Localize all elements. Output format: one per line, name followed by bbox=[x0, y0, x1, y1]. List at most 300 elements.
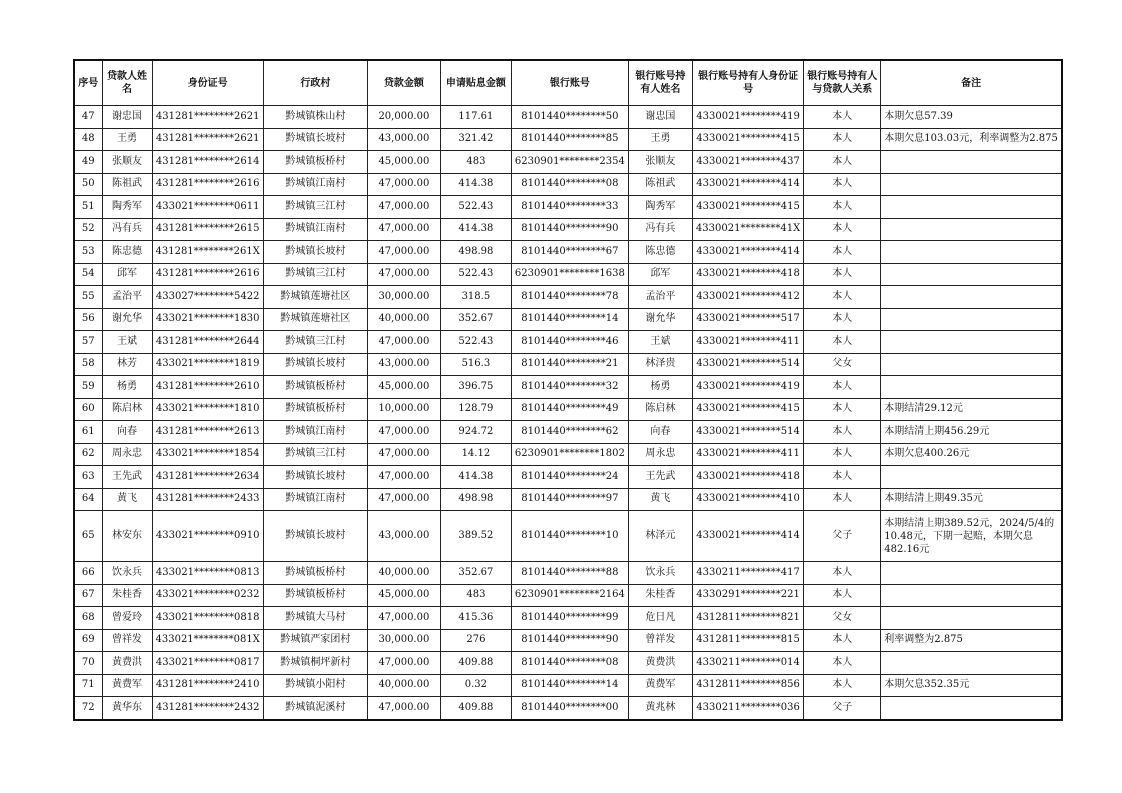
cell-id-number: 431281********2432 bbox=[152, 697, 263, 720]
cell-borrower-name: 孟治平 bbox=[102, 286, 152, 309]
cell-bank-account: 8101440********08 bbox=[511, 173, 628, 196]
cell-borrower-name: 周永忠 bbox=[102, 443, 152, 466]
cell-id-number: 431281********2410 bbox=[152, 674, 263, 697]
header-remarks: 备注 bbox=[881, 60, 1062, 106]
cell-loan-amount: 43,000.00 bbox=[367, 353, 440, 376]
cell-seq: 70 bbox=[74, 652, 102, 675]
cell-bank-account: 8101440********88 bbox=[511, 562, 628, 585]
cell-relationship: 本人 bbox=[804, 443, 881, 466]
cell-loan-amount: 47,000.00 bbox=[367, 173, 440, 196]
cell-borrower-name: 曾祥发 bbox=[102, 629, 152, 652]
cell-holder-id: 4330021********411 bbox=[692, 443, 803, 466]
table-row bbox=[74, 173, 1062, 196]
cell-bank-account: 8101440********00 bbox=[511, 697, 628, 720]
cell-loan-amount: 45,000.00 bbox=[367, 584, 440, 607]
cell-remarks bbox=[881, 218, 1062, 241]
cell-relationship: 本人 bbox=[804, 106, 881, 129]
cell-holder-id: 4330021********418 bbox=[692, 466, 803, 489]
cell-id-number: 433021********0818 bbox=[152, 607, 263, 630]
cell-bank-account: 8101440********10 bbox=[511, 511, 628, 562]
cell-holder-id: 4330021********411 bbox=[692, 331, 803, 354]
cell-seq: 49 bbox=[74, 151, 102, 174]
cell-seq: 64 bbox=[74, 488, 102, 511]
cell-borrower-name: 陈祖武 bbox=[102, 173, 152, 196]
table-row bbox=[74, 286, 1062, 309]
cell-id-number: 431281********2614 bbox=[152, 151, 263, 174]
cell-subsidy-amount: 321.42 bbox=[440, 128, 511, 151]
table-row bbox=[74, 106, 1062, 129]
cell-seq: 52 bbox=[74, 218, 102, 241]
cell-holder-id: 4330211********417 bbox=[692, 562, 803, 585]
cell-village: 黔城镇江南村 bbox=[263, 173, 367, 196]
cell-seq: 54 bbox=[74, 263, 102, 286]
cell-relationship: 本人 bbox=[804, 173, 881, 196]
cell-id-number: 431281********2613 bbox=[152, 421, 263, 444]
cell-seq: 51 bbox=[74, 196, 102, 219]
cell-relationship: 本人 bbox=[804, 376, 881, 399]
cell-holder-id: 4330021********415 bbox=[692, 398, 803, 421]
cell-holder-name: 王先武 bbox=[628, 466, 692, 489]
cell-holder-id: 4312811********815 bbox=[692, 629, 803, 652]
cell-remarks: 本期结清上期456.29元 bbox=[881, 421, 1062, 444]
cell-seq: 56 bbox=[74, 308, 102, 331]
cell-remarks bbox=[881, 466, 1062, 489]
cell-seq: 63 bbox=[74, 466, 102, 489]
table-row bbox=[74, 488, 1062, 511]
cell-subsidy-amount: 483 bbox=[440, 584, 511, 607]
table-row bbox=[74, 466, 1062, 489]
cell-id-number: 431281********261X bbox=[152, 241, 263, 264]
cell-bank-account: 8101440********08 bbox=[511, 652, 628, 675]
cell-loan-amount: 10,000.00 bbox=[367, 398, 440, 421]
cell-subsidy-amount: 276 bbox=[440, 629, 511, 652]
cell-holder-id: 4330021********414 bbox=[692, 511, 803, 562]
cell-id-number: 431281********2644 bbox=[152, 331, 263, 354]
cell-holder-name: 陈启林 bbox=[628, 398, 692, 421]
cell-bank-account: 8101440********21 bbox=[511, 353, 628, 376]
cell-relationship: 本人 bbox=[804, 488, 881, 511]
cell-id-number: 433021********1810 bbox=[152, 398, 263, 421]
cell-subsidy-amount: 516.3 bbox=[440, 353, 511, 376]
header-village: 行政村 bbox=[263, 60, 367, 106]
cell-borrower-name: 朱桂香 bbox=[102, 584, 152, 607]
cell-remarks: 利率调整为2.875 bbox=[881, 629, 1062, 652]
table-row bbox=[74, 196, 1062, 219]
cell-borrower-name: 陈忠德 bbox=[102, 241, 152, 264]
cell-bank-account: 6230901********2164 bbox=[511, 584, 628, 607]
cell-holder-name: 林泽元 bbox=[628, 511, 692, 562]
cell-remarks bbox=[881, 196, 1062, 219]
cell-relationship: 父女 bbox=[804, 607, 881, 630]
cell-remarks: 本期欠息400.26元 bbox=[881, 443, 1062, 466]
cell-village: 黔城镇三江村 bbox=[263, 263, 367, 286]
cell-holder-name: 孟治平 bbox=[628, 286, 692, 309]
cell-bank-account: 8101440********49 bbox=[511, 398, 628, 421]
cell-village: 黔城镇三江村 bbox=[263, 196, 367, 219]
cell-holder-name: 黄费军 bbox=[628, 674, 692, 697]
cell-bank-account: 8101440********85 bbox=[511, 128, 628, 151]
cell-relationship: 本人 bbox=[804, 151, 881, 174]
cell-borrower-name: 林安东 bbox=[102, 511, 152, 562]
cell-remarks bbox=[881, 353, 1062, 376]
cell-borrower-name: 曾爱玲 bbox=[102, 607, 152, 630]
cell-village: 黔城镇三江村 bbox=[263, 443, 367, 466]
cell-id-number: 433021********1819 bbox=[152, 353, 263, 376]
table-row bbox=[74, 421, 1062, 444]
table-row bbox=[74, 353, 1062, 376]
table-row bbox=[74, 308, 1062, 331]
cell-village: 黔城镇长坡村 bbox=[263, 128, 367, 151]
cell-borrower-name: 杨勇 bbox=[102, 376, 152, 399]
header-bank-account: 银行账号 bbox=[511, 60, 628, 106]
cell-holder-name: 陶秀军 bbox=[628, 196, 692, 219]
header-seq: 序号 bbox=[74, 60, 102, 106]
cell-borrower-name: 谢允华 bbox=[102, 308, 152, 331]
cell-seq: 61 bbox=[74, 421, 102, 444]
header-subsidy-amount: 申请贴息金额 bbox=[440, 60, 511, 106]
cell-holder-id: 4330021********415 bbox=[692, 128, 803, 151]
cell-seq: 58 bbox=[74, 353, 102, 376]
cell-seq: 57 bbox=[74, 331, 102, 354]
cell-village: 黔城镇长坡村 bbox=[263, 241, 367, 264]
cell-loan-amount: 47,000.00 bbox=[367, 607, 440, 630]
cell-subsidy-amount: 415.36 bbox=[440, 607, 511, 630]
table-row bbox=[74, 331, 1062, 354]
cell-borrower-name: 张顺友 bbox=[102, 151, 152, 174]
cell-id-number: 433027********5422 bbox=[152, 286, 263, 309]
cell-seq: 71 bbox=[74, 674, 102, 697]
cell-subsidy-amount: 498.98 bbox=[440, 488, 511, 511]
cell-village: 黔城镇桐坪新村 bbox=[263, 652, 367, 675]
cell-subsidy-amount: 128.79 bbox=[440, 398, 511, 421]
cell-holder-id: 4330021********41X bbox=[692, 218, 803, 241]
cell-remarks: 本期欠息352.35元 bbox=[881, 674, 1062, 697]
cell-remarks bbox=[881, 376, 1062, 399]
cell-seq: 68 bbox=[74, 607, 102, 630]
cell-remarks: 本期欠息57.39 bbox=[881, 106, 1062, 129]
cell-seq: 66 bbox=[74, 562, 102, 585]
cell-loan-amount: 47,000.00 bbox=[367, 421, 440, 444]
cell-loan-amount: 20,000.00 bbox=[367, 106, 440, 129]
table-row bbox=[74, 218, 1062, 241]
cell-holder-id: 4330021********415 bbox=[692, 196, 803, 219]
cell-loan-amount: 47,000.00 bbox=[367, 443, 440, 466]
cell-bank-account: 8101440********90 bbox=[511, 218, 628, 241]
cell-loan-amount: 47,000.00 bbox=[367, 697, 440, 720]
table-row bbox=[74, 652, 1062, 675]
cell-subsidy-amount: 389.52 bbox=[440, 511, 511, 562]
cell-holder-name: 曾祥发 bbox=[628, 629, 692, 652]
cell-seq: 48 bbox=[74, 128, 102, 151]
cell-borrower-name: 王先武 bbox=[102, 466, 152, 489]
cell-village: 黔城镇莲塘社区 bbox=[263, 308, 367, 331]
cell-relationship: 本人 bbox=[804, 331, 881, 354]
table-row bbox=[74, 263, 1062, 286]
cell-holder-name: 饮永兵 bbox=[628, 562, 692, 585]
cell-relationship: 本人 bbox=[804, 196, 881, 219]
cell-holder-name: 陈忠德 bbox=[628, 241, 692, 264]
cell-id-number: 433021********0910 bbox=[152, 511, 263, 562]
table-row bbox=[74, 697, 1062, 720]
cell-remarks bbox=[881, 263, 1062, 286]
cell-holder-name: 黄费洪 bbox=[628, 652, 692, 675]
cell-seq: 50 bbox=[74, 173, 102, 196]
cell-holder-id: 4330021********419 bbox=[692, 376, 803, 399]
cell-id-number: 433021********0232 bbox=[152, 584, 263, 607]
cell-relationship: 本人 bbox=[804, 629, 881, 652]
cell-remarks bbox=[881, 562, 1062, 585]
cell-remarks bbox=[881, 151, 1062, 174]
cell-loan-amount: 30,000.00 bbox=[367, 286, 440, 309]
cell-holder-id: 4330291********221 bbox=[692, 584, 803, 607]
cell-holder-id: 4330021********414 bbox=[692, 241, 803, 264]
cell-id-number: 431281********2634 bbox=[152, 466, 263, 489]
cell-holder-id: 4330211********036 bbox=[692, 697, 803, 720]
table-row bbox=[74, 629, 1062, 652]
cell-remarks: 本期结清上期49.35元 bbox=[881, 488, 1062, 511]
table-row bbox=[74, 443, 1062, 466]
cell-holder-name: 黄飞 bbox=[628, 488, 692, 511]
cell-borrower-name: 陶秀军 bbox=[102, 196, 152, 219]
header-holder-id: 银行账号持有人身份证号 bbox=[692, 60, 803, 106]
cell-village: 黔城镇板桥村 bbox=[263, 562, 367, 585]
cell-id-number: 433021********0817 bbox=[152, 652, 263, 675]
cell-loan-amount: 47,000.00 bbox=[367, 263, 440, 286]
cell-borrower-name: 冯有兵 bbox=[102, 218, 152, 241]
cell-id-number: 433021********0813 bbox=[152, 562, 263, 585]
cell-village: 黔城镇三江村 bbox=[263, 331, 367, 354]
table-header-row bbox=[74, 60, 1062, 106]
table-row bbox=[74, 607, 1062, 630]
header-holder-name: 银行账号持有人姓名 bbox=[628, 60, 692, 106]
cell-id-number: 433021********081X bbox=[152, 629, 263, 652]
header-relationship: 银行账号持有人与贷款人关系 bbox=[804, 60, 881, 106]
cell-borrower-name: 陈启林 bbox=[102, 398, 152, 421]
cell-remarks bbox=[881, 652, 1062, 675]
cell-subsidy-amount: 924.72 bbox=[440, 421, 511, 444]
header-id-number: 身份证号 bbox=[152, 60, 263, 106]
cell-holder-name: 向春 bbox=[628, 421, 692, 444]
cell-subsidy-amount: 409.88 bbox=[440, 697, 511, 720]
cell-bank-account: 6230901********1638 bbox=[511, 263, 628, 286]
cell-seq: 47 bbox=[74, 106, 102, 129]
cell-village: 黔城镇大马村 bbox=[263, 607, 367, 630]
cell-borrower-name: 邱军 bbox=[102, 263, 152, 286]
cell-seq: 53 bbox=[74, 241, 102, 264]
cell-relationship: 本人 bbox=[804, 308, 881, 331]
table-row bbox=[74, 376, 1062, 399]
cell-holder-name: 林泽贵 bbox=[628, 353, 692, 376]
cell-village: 黔城镇严家团村 bbox=[263, 629, 367, 652]
table-row bbox=[74, 584, 1062, 607]
cell-relationship: 本人 bbox=[804, 674, 881, 697]
cell-remarks: 本期欠息103.03元，利率调整为2.875 bbox=[881, 128, 1062, 151]
cell-village: 黔城镇江南村 bbox=[263, 218, 367, 241]
cell-holder-name: 周永忠 bbox=[628, 443, 692, 466]
cell-relationship: 本人 bbox=[804, 466, 881, 489]
cell-seq: 72 bbox=[74, 697, 102, 720]
cell-borrower-name: 黄华东 bbox=[102, 697, 152, 720]
cell-holder-name: 邱军 bbox=[628, 263, 692, 286]
cell-id-number: 431281********2433 bbox=[152, 488, 263, 511]
cell-loan-amount: 30,000.00 bbox=[367, 629, 440, 652]
cell-remarks bbox=[881, 286, 1062, 309]
cell-subsidy-amount: 14.12 bbox=[440, 443, 511, 466]
cell-holder-name: 陈祖武 bbox=[628, 173, 692, 196]
cell-bank-account: 8101440********14 bbox=[511, 308, 628, 331]
cell-village: 黔城镇泥溪村 bbox=[263, 697, 367, 720]
cell-holder-name: 谢允华 bbox=[628, 308, 692, 331]
cell-seq: 65 bbox=[74, 511, 102, 562]
cell-bank-account: 8101440********97 bbox=[511, 488, 628, 511]
cell-bank-account: 8101440********50 bbox=[511, 106, 628, 129]
loan-subsidy-table bbox=[73, 59, 1063, 721]
cell-loan-amount: 47,000.00 bbox=[367, 241, 440, 264]
cell-subsidy-amount: 414.38 bbox=[440, 218, 511, 241]
cell-subsidy-amount: 396.75 bbox=[440, 376, 511, 399]
cell-relationship: 父女 bbox=[804, 353, 881, 376]
cell-id-number: 431281********2616 bbox=[152, 263, 263, 286]
cell-borrower-name: 黄费军 bbox=[102, 674, 152, 697]
cell-bank-account: 6230901********2354 bbox=[511, 151, 628, 174]
cell-relationship: 本人 bbox=[804, 218, 881, 241]
cell-loan-amount: 40,000.00 bbox=[367, 562, 440, 585]
cell-remarks bbox=[881, 173, 1062, 196]
cell-id-number: 431281********2616 bbox=[152, 173, 263, 196]
cell-subsidy-amount: 483 bbox=[440, 151, 511, 174]
cell-loan-amount: 45,000.00 bbox=[367, 151, 440, 174]
cell-holder-name: 张顺友 bbox=[628, 151, 692, 174]
cell-village: 黔城镇长坡村 bbox=[263, 511, 367, 562]
cell-loan-amount: 40,000.00 bbox=[367, 674, 440, 697]
cell-village: 黔城镇莲塘社区 bbox=[263, 286, 367, 309]
cell-relationship: 本人 bbox=[804, 398, 881, 421]
cell-subsidy-amount: 522.43 bbox=[440, 331, 511, 354]
cell-remarks bbox=[881, 607, 1062, 630]
cell-village: 黔城镇板桥村 bbox=[263, 584, 367, 607]
cell-subsidy-amount: 318.5 bbox=[440, 286, 511, 309]
cell-holder-id: 4330021********514 bbox=[692, 421, 803, 444]
cell-village: 黔城镇长坡村 bbox=[263, 353, 367, 376]
cell-holder-id: 4330211********014 bbox=[692, 652, 803, 675]
cell-loan-amount: 47,000.00 bbox=[367, 466, 440, 489]
cell-borrower-name: 向春 bbox=[102, 421, 152, 444]
cell-bank-account: 8101440********62 bbox=[511, 421, 628, 444]
cell-borrower-name: 林芳 bbox=[102, 353, 152, 376]
cell-holder-name: 危日凡 bbox=[628, 607, 692, 630]
cell-borrower-name: 王斌 bbox=[102, 331, 152, 354]
cell-borrower-name: 谢忠国 bbox=[102, 106, 152, 129]
cell-relationship: 本人 bbox=[804, 421, 881, 444]
cell-subsidy-amount: 117.61 bbox=[440, 106, 511, 129]
cell-village: 黔城镇板桥村 bbox=[263, 151, 367, 174]
cell-remarks bbox=[881, 308, 1062, 331]
cell-loan-amount: 45,000.00 bbox=[367, 376, 440, 399]
cell-holder-id: 4312811********856 bbox=[692, 674, 803, 697]
cell-id-number: 433021********1854 bbox=[152, 443, 263, 466]
cell-bank-account: 8101440********33 bbox=[511, 196, 628, 219]
table-row bbox=[74, 398, 1062, 421]
cell-borrower-name: 黄费洪 bbox=[102, 652, 152, 675]
table-row bbox=[74, 562, 1062, 585]
cell-loan-amount: 47,000.00 bbox=[367, 218, 440, 241]
cell-bank-account: 8101440********90 bbox=[511, 629, 628, 652]
cell-holder-name: 朱桂香 bbox=[628, 584, 692, 607]
cell-borrower-name: 王勇 bbox=[102, 128, 152, 151]
cell-holder-name: 杨勇 bbox=[628, 376, 692, 399]
cell-holder-id: 4330021********410 bbox=[692, 488, 803, 511]
cell-subsidy-amount: 352.67 bbox=[440, 562, 511, 585]
cell-subsidy-amount: 414.38 bbox=[440, 173, 511, 196]
cell-relationship: 本人 bbox=[804, 263, 881, 286]
cell-relationship: 本人 bbox=[804, 584, 881, 607]
cell-holder-id: 4330021********419 bbox=[692, 106, 803, 129]
cell-subsidy-amount: 522.43 bbox=[440, 196, 511, 219]
cell-subsidy-amount: 498.98 bbox=[440, 241, 511, 264]
table-row bbox=[74, 151, 1062, 174]
cell-holder-name: 冯有兵 bbox=[628, 218, 692, 241]
cell-remarks: 本期结清29.12元 bbox=[881, 398, 1062, 421]
cell-subsidy-amount: 409.88 bbox=[440, 652, 511, 675]
cell-borrower-name: 饮永兵 bbox=[102, 562, 152, 585]
cell-remarks: 本期结清上期389.52元，2024/5/4的10.48元，下期一起赔，本期欠息482.16元 bbox=[881, 511, 1062, 562]
cell-holder-name: 王勇 bbox=[628, 128, 692, 151]
cell-loan-amount: 43,000.00 bbox=[367, 128, 440, 151]
cell-village: 黔城镇江南村 bbox=[263, 488, 367, 511]
cell-bank-account: 8101440********67 bbox=[511, 241, 628, 264]
cell-village: 黔城镇长坡村 bbox=[263, 466, 367, 489]
cell-bank-account: 8101440********46 bbox=[511, 331, 628, 354]
cell-village: 黔城镇江南村 bbox=[263, 421, 367, 444]
cell-village: 黔城镇株山村 bbox=[263, 106, 367, 129]
cell-village: 黔城镇板桥村 bbox=[263, 398, 367, 421]
cell-loan-amount: 47,000.00 bbox=[367, 652, 440, 675]
cell-id-number: 431281********2610 bbox=[152, 376, 263, 399]
cell-id-number: 433021********1830 bbox=[152, 308, 263, 331]
cell-seq: 69 bbox=[74, 629, 102, 652]
cell-bank-account: 8101440********32 bbox=[511, 376, 628, 399]
cell-seq: 62 bbox=[74, 443, 102, 466]
cell-seq: 55 bbox=[74, 286, 102, 309]
cell-borrower-name: 黄飞 bbox=[102, 488, 152, 511]
cell-village: 黔城镇小阳村 bbox=[263, 674, 367, 697]
cell-relationship: 本人 bbox=[804, 286, 881, 309]
cell-id-number: 431281********2615 bbox=[152, 218, 263, 241]
cell-subsidy-amount: 522.43 bbox=[440, 263, 511, 286]
cell-remarks bbox=[881, 241, 1062, 264]
cell-bank-account: 6230901********1802 bbox=[511, 443, 628, 466]
cell-holder-id: 4330021********412 bbox=[692, 286, 803, 309]
cell-id-number: 433021********0611 bbox=[152, 196, 263, 219]
cell-bank-account: 8101440********24 bbox=[511, 466, 628, 489]
cell-loan-amount: 43,000.00 bbox=[367, 511, 440, 562]
cell-seq: 59 bbox=[74, 376, 102, 399]
cell-remarks bbox=[881, 697, 1062, 720]
cell-bank-account: 8101440********99 bbox=[511, 607, 628, 630]
header-loan-amount: 贷款金额 bbox=[367, 60, 440, 106]
cell-holder-name: 王斌 bbox=[628, 331, 692, 354]
cell-subsidy-amount: 352.67 bbox=[440, 308, 511, 331]
cell-holder-name: 黄兆林 bbox=[628, 697, 692, 720]
cell-remarks bbox=[881, 584, 1062, 607]
cell-holder-id: 4330021********414 bbox=[692, 173, 803, 196]
cell-relationship: 本人 bbox=[804, 128, 881, 151]
cell-village: 黔城镇板桥村 bbox=[263, 376, 367, 399]
cell-loan-amount: 40,000.00 bbox=[367, 308, 440, 331]
cell-relationship: 本人 bbox=[804, 562, 881, 585]
cell-relationship: 父子 bbox=[804, 511, 881, 562]
cell-relationship: 父子 bbox=[804, 697, 881, 720]
